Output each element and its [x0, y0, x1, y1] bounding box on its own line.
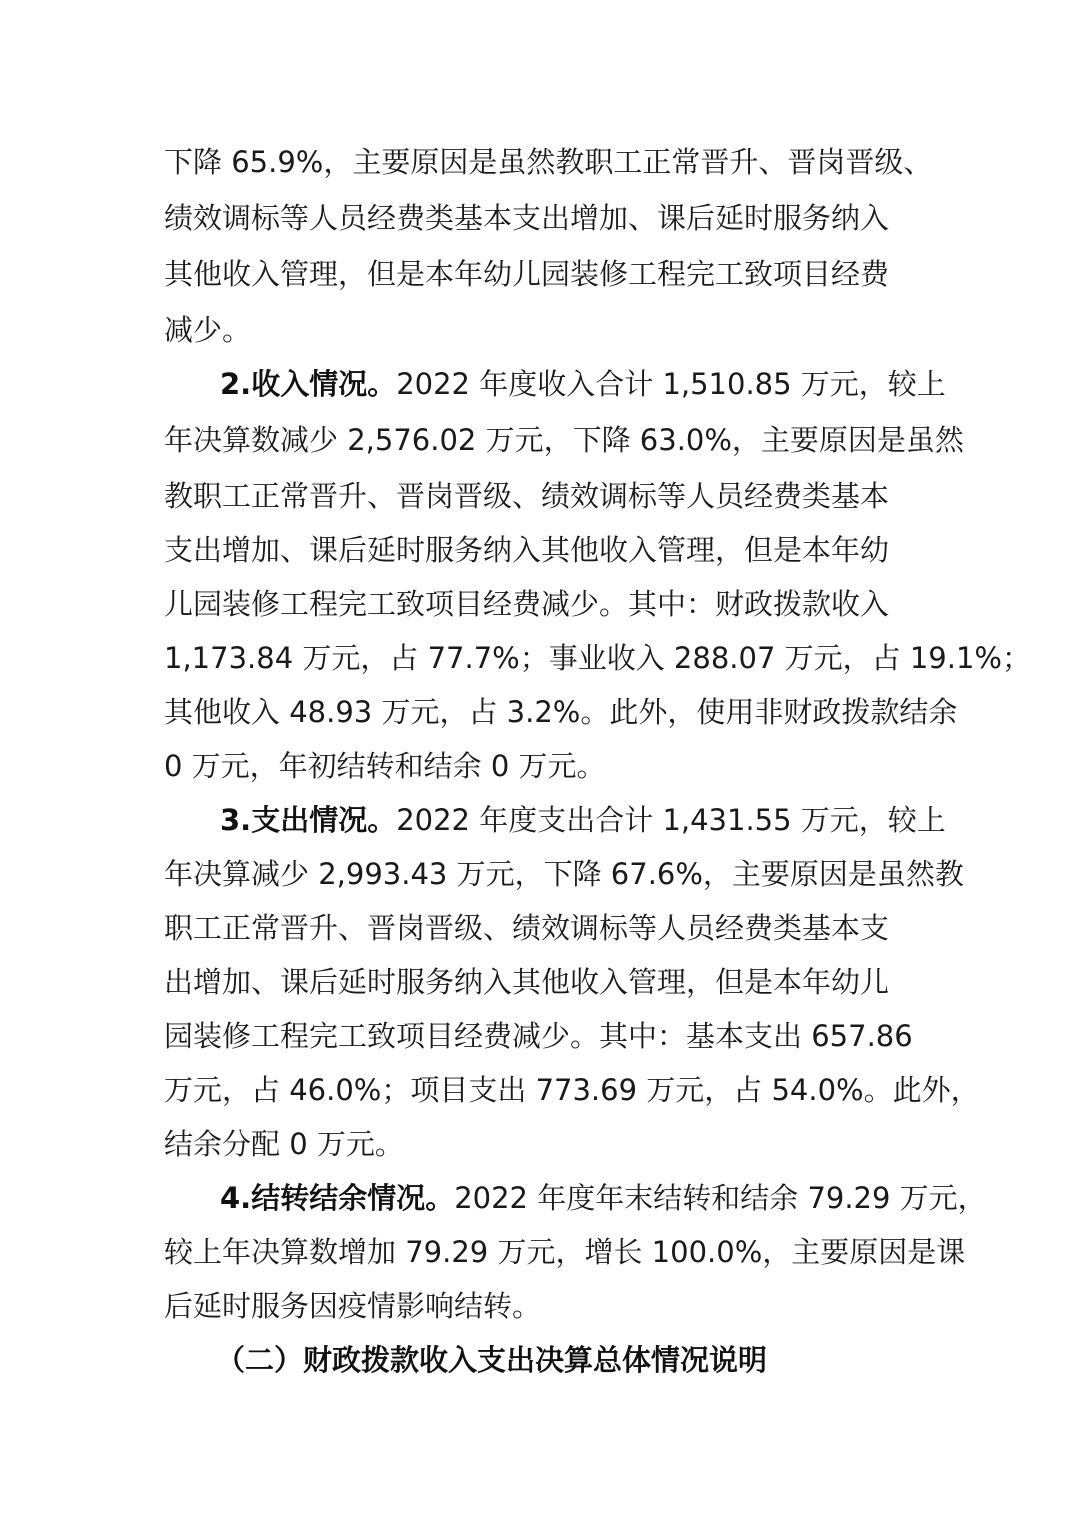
paragraph-line: 结余分配 0 万元。	[164, 1127, 404, 1161]
paragraph-line: 儿园装修工程完工致项目经费减少。其中：财政拨款收入	[164, 587, 890, 621]
carryover-first-line-text: 2022 年度年末结转和结余 79.29 万元，	[454, 1181, 987, 1215]
paragraph-line: 1,173.84 万元，占 77.7%；事业收入 288.07 万元，占 19.1%；	[164, 641, 1031, 675]
paragraph-line: 0 万元，年初结转和结余 0 万元。	[164, 749, 606, 783]
expenditure-paragraph-first-line	[220, 800, 946, 840]
paragraph-line: 职工正常晋升、晋岗晋级、绩效调标等人员经费类基本支	[164, 911, 890, 945]
paragraph-line: 减少。	[164, 313, 252, 347]
paragraph-line: 出增加、课后延时服务纳入其他收入管理，但是本年幼儿	[164, 965, 890, 999]
expenditure-first-line-text: 2022 年度支出合计 1,431.55 万元，较上	[396, 803, 946, 837]
paragraph-line: 教职工正常晋升、晋岗晋级、绩效调标等人员经费类基本	[164, 479, 890, 513]
paragraph-line: 较上年决算数增加 79.29 万元，增长 100.0%，主要原因是课	[164, 1235, 966, 1269]
expenditure-section-title: 3.支出情况。	[220, 803, 397, 837]
paragraph-line: 后延时服务因疫情影响结转。	[164, 1289, 542, 1323]
paragraph-line: 园装修工程完工致项目经费减少。其中：基本支出 657.86	[164, 1019, 913, 1053]
section-heading: （二）财政拨款收入支出决算总体情况说明	[216, 1343, 768, 1377]
paragraph-line: 绩效调标等人员经费类基本支出增加、课后延时服务纳入	[164, 201, 890, 235]
paragraph-line: 下降 65.9%，主要原因是虽然教职工正常晋升、晋岗晋级、	[164, 145, 933, 179]
carryover-paragraph-first-line	[220, 1178, 987, 1218]
carryover-section-title: 4.结转结余情况。	[220, 1181, 455, 1215]
paragraph-line: 其他收入管理，但是本年幼儿园装修工程完工致项目经费	[164, 257, 890, 291]
income-first-line-text: 2022 年度收入合计 1,510.85 万元，较上	[396, 367, 946, 401]
income-paragraph-first-line	[220, 364, 946, 404]
paragraph-line: 年决算数减少 2,576.02 万元，下降 63.0%，主要原因是虽然	[164, 423, 964, 457]
paragraph-line: 年决算减少 2,993.43 万元，下降 67.6%，主要原因是虽然教	[164, 857, 964, 891]
paragraph-line: 其他收入 48.93 万元，占 3.2%。此外，使用非财政拨款结余	[164, 695, 958, 729]
paragraph-line: 万元，占 46.0%；项目支出 773.69 万元，占 54.0%。此外，	[164, 1073, 980, 1107]
paragraph-line: 支出增加、课后延时服务纳入其他收入管理，但是本年幼	[164, 533, 890, 567]
income-section-title: 2.收入情况。	[220, 367, 397, 401]
